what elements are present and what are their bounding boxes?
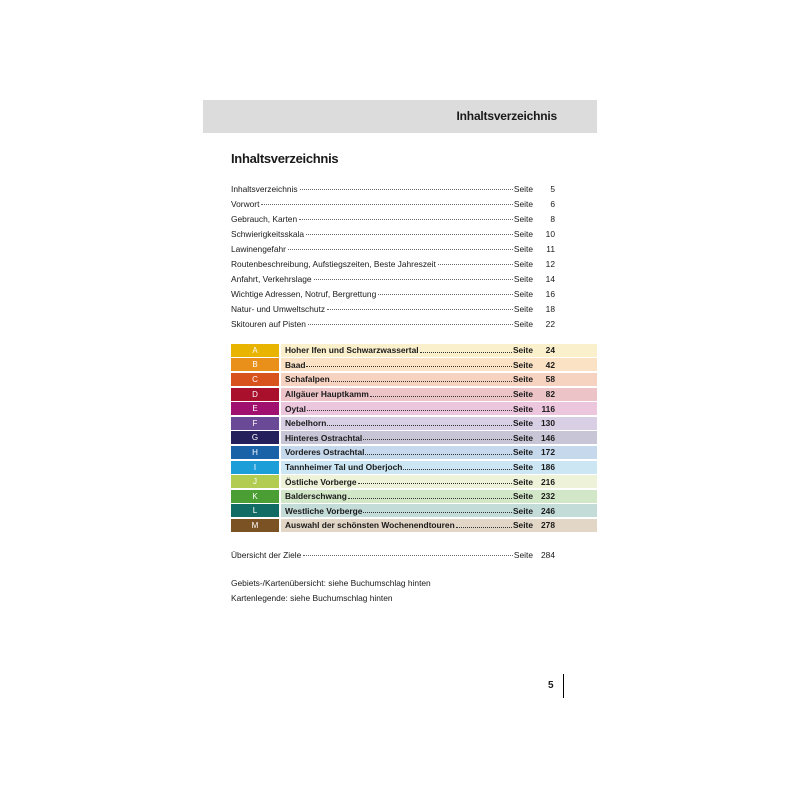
note-line: Gebiets-/Kartenübersicht: siehe Buchumschlag hinten [231,578,431,588]
chapter-seite: Seite [512,359,533,370]
chapter-color-tab: L [231,504,279,517]
chapter-entry[interactable] [231,489,597,504]
dot-leader [261,204,513,205]
toc-entry-seite: Seite [513,244,533,254]
toc-entry-label: Natur- und Umweltschutz [231,304,326,314]
toc-entry[interactable] [231,302,555,317]
toc-entry-page: 22 [545,319,555,329]
chapter-page: 82 [545,389,555,400]
dot-leader [370,396,512,397]
chapter-entry[interactable] [231,445,597,460]
chapter-color-tab: H [231,446,279,459]
toc-entry-page: 12 [545,259,555,269]
dot-leader [327,425,512,426]
note-line: Kartenlegende: siehe Buchumschlag hinten [231,593,393,603]
toc-entry-page: 16 [545,289,555,299]
dot-leader [438,264,513,265]
toc-entry-seite: Seite [513,259,533,269]
toc-entry-seite: Seite [513,274,533,284]
toc-entry-label: Schwierigkeitsskala [231,229,305,239]
toc-front-matter [231,182,555,332]
chapter-entry[interactable] [231,401,597,416]
toc-entry-page: 11 [546,244,555,254]
dot-leader [378,294,513,295]
chapter-band [281,388,597,401]
toc-entry-seite: Seite [513,229,533,239]
toc-entry-page: 14 [545,274,555,284]
dot-leader [365,454,512,455]
dot-leader [363,512,512,513]
page-number-rule [563,674,564,698]
dot-leader [327,309,513,310]
chapter-band [281,504,597,517]
dot-leader [300,189,513,190]
toc-entry-seite: Seite [513,319,533,329]
toc-entry-label: Inhaltsverzeichnis [231,184,298,194]
chapter-label: Oytal [285,403,306,414]
chapter-page: 232 [541,491,555,502]
toc-entry-label: Vorwort [231,199,260,209]
dot-leader [288,249,513,250]
dot-leader [403,469,512,470]
toc-entry-label: Wichtige Adressen, Notruf, Bergrettung [231,289,377,299]
toc-entry-page: 10 [545,229,555,239]
chapter-seite: Seite [512,403,533,414]
toc-entry-label: Lawinengefahr [231,244,286,254]
chapter-color-tab: F [231,417,279,430]
chapter-label: Balderschwang [285,491,347,502]
page-number: 5 [548,680,554,691]
chapter-band [281,373,597,386]
chapter-page: 186 [541,462,555,473]
page-title: Inhaltsverzeichnis [231,151,339,166]
dot-leader [348,498,512,499]
chapter-color-tab: K [231,490,279,503]
chapter-label: Allgäuer Hauptkamm [285,389,369,400]
toc-entry[interactable] [231,227,555,242]
chapter-entry[interactable] [231,416,597,431]
chapter-label: Vorderes Ostrachtal [285,447,365,458]
toc-entry-seite: Seite [513,184,533,194]
chapter-label: Hinteres Ostrachtal [285,432,363,443]
chapter-label: Östliche Vorberge [285,476,357,487]
chapter-seite: Seite [512,476,533,487]
chapter-page: 116 [541,403,555,414]
chapter-band [281,490,597,503]
toc-entry-label: Übersicht der Ziele [231,550,302,560]
chapter-band [281,402,597,415]
chapter-entry[interactable] [231,387,597,402]
toc-entry[interactable] [231,287,555,302]
chapter-page: 58 [545,374,555,385]
chapter-color-tab: G [231,431,279,444]
chapter-label: Baad [285,359,306,370]
chapter-color-tab: B [231,358,279,371]
chapter-seite: Seite [512,345,533,356]
toc-entry-seite: Seite [513,214,533,224]
chapter-entry[interactable] [231,474,597,489]
dot-leader [303,555,513,556]
toc-entry-page: 18 [545,304,555,314]
chapter-seite: Seite [512,462,533,473]
toc-entry-seite: Seite [513,550,533,560]
chapter-band [281,431,597,444]
chapter-color-tab: E [231,402,279,415]
dot-leader [331,381,512,382]
chapter-label: Tannheimer Tal und Oberjoch [285,462,403,473]
toc-entry[interactable] [231,212,555,227]
dot-leader [306,234,513,235]
chapter-page: 172 [541,447,555,458]
toc-entry[interactable] [231,272,555,287]
chapter-entry[interactable] [231,518,597,533]
chapter-seite: Seite [512,447,533,458]
toc-entry-label: Routenbeschreibung, Aufstiegszeiten, Beste Jahreszeit [231,259,436,269]
chapter-page: 246 [541,505,555,516]
dot-leader [363,439,512,440]
chapter-seite: Seite [512,432,533,443]
chapter-page: 130 [541,418,555,429]
toc-chapters [231,343,597,533]
chapter-band [281,446,597,459]
dot-leader [420,352,512,353]
chapter-entry[interactable] [231,358,597,373]
toc-entry[interactable] [231,182,555,197]
chapter-label: Nebelhorn [285,418,327,429]
chapter-entry[interactable] [231,343,597,358]
toc-entry-page: 284 [541,550,555,560]
toc-entry-page: 5 [550,184,555,194]
chapter-label: Hoher Ifen und Schwarzwassertal [285,345,419,356]
toc-entry-seite: Seite [513,289,533,299]
dot-leader [456,527,512,528]
notes [231,576,431,606]
chapter-page: 216 [541,476,555,487]
running-header-title: Inhaltsverzeichnis [456,109,557,123]
chapter-entry[interactable] [231,372,597,387]
chapter-page: 146 [541,432,555,443]
dot-leader [308,324,513,325]
toc-entry-page: 6 [550,199,555,209]
chapter-page: 278 [541,520,555,531]
chapter-band [281,344,597,357]
chapter-seite: Seite [512,505,533,516]
dot-leader [299,219,513,220]
chapter-seite: Seite [512,389,533,400]
chapter-page: 42 [545,359,555,370]
toc-entry-page: 8 [550,214,555,224]
chapter-color-tab: D [231,388,279,401]
toc-entry-label: Skitouren auf Pisten [231,319,306,329]
chapter-band [281,417,597,430]
toc-entry-seite: Seite [513,304,533,314]
toc-entry-seite: Seite [513,199,533,209]
chapter-entry[interactable] [231,460,597,475]
chapter-color-tab: A [231,344,279,357]
dot-leader [307,410,512,411]
chapter-label: Schafalpen [285,374,330,385]
chapter-band [281,519,597,532]
chapter-band [281,358,597,371]
chapter-color-tab: C [231,373,279,386]
chapter-band [281,475,597,488]
chapter-band [281,461,597,474]
chapter-seite: Seite [512,520,533,531]
chapter-seite: Seite [512,491,533,502]
toc-entry[interactable] [231,317,555,332]
chapter-seite: Seite [512,374,533,385]
dot-leader [358,483,512,484]
toc-entry[interactable] [231,242,555,257]
running-header [203,100,597,133]
toc-overview [231,548,555,563]
chapter-entry[interactable] [231,431,597,446]
dot-leader [306,366,511,367]
chapter-color-tab: M [231,519,279,532]
chapter-color-tab: I [231,461,279,474]
chapter-label: Auswahl der schönsten Wochenendtouren [285,520,455,531]
toc-entry[interactable] [231,548,555,563]
chapter-entry[interactable] [231,504,597,519]
toc-entry[interactable] [231,197,555,212]
toc-entry-label: Gebrauch, Karten [231,214,298,224]
chapter-label: Westliche Vorberge [285,505,363,516]
chapter-seite: Seite [512,418,533,429]
toc-entry-label: Anfahrt, Verkehrslage [231,274,312,284]
toc-entry[interactable] [231,257,555,272]
chapter-color-tab: J [231,475,279,488]
chapter-page: 24 [545,345,555,356]
dot-leader [314,279,513,280]
